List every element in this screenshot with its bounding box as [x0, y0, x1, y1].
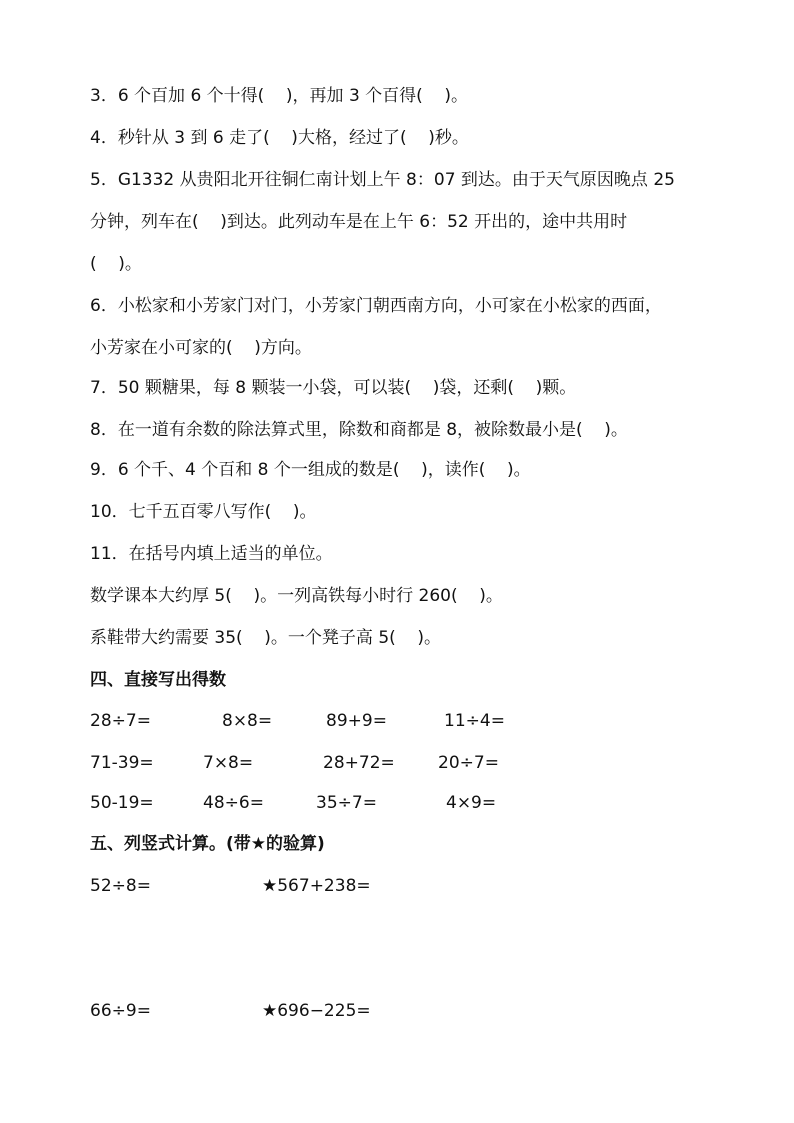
- question-5-line-1: 5．G1332 从贵阳北开往铜仁南计划上午 8：07 到达。由于天气原因晚点 25: [90, 170, 675, 190]
- question-6-line-1: 6．小松家和小芳家门对门，小芳家门朝西南方向，小可家在小松家的西面，: [90, 296, 662, 316]
- question-11-row-2: 系鞋带大约需要 35( )。一个凳子高 5( )。: [90, 628, 442, 648]
- question-11: 11．在括号内填上适当的单位。: [90, 544, 333, 564]
- question-3: 3．6 个百加 6 个十得( )，再加 3 个百得( )。: [90, 86, 469, 106]
- oral-calc-item: 8×8=: [222, 711, 273, 731]
- question-11-row-1: 数学课本大约厚 5( )。一列高铁每小时行 260( )。: [90, 586, 503, 606]
- vertical-calc-item: 52÷8=: [90, 876, 151, 896]
- question-10: 10．七千五百零八写作( )。: [90, 502, 317, 522]
- oral-calc-item: 71-39=: [90, 753, 154, 773]
- vertical-calc-item: 66÷9=: [90, 1001, 151, 1021]
- section-5-title: 五、列竖式计算。(带★的验算): [90, 834, 325, 854]
- vertical-calc-item: ★696−225=: [262, 1001, 371, 1021]
- question-5-line-3: ( )。: [90, 254, 142, 274]
- oral-calc-item: 50-19=: [90, 793, 154, 813]
- oral-calc-item: 28+72=: [323, 753, 395, 773]
- oral-calc-item: 7×8=: [203, 753, 254, 773]
- oral-calc-item: 20÷7=: [438, 753, 499, 773]
- question-6-line-2: 小芳家在小可家的( )方向。: [90, 338, 312, 358]
- question-7: 7．50 颗糖果，每 8 颗装一小袋，可以装( )袋，还剩( )颗。: [90, 378, 577, 398]
- question-5-line-2: 分钟，列车在( )到达。此列动车是在上午 6：52 开出的，途中共用时: [90, 212, 628, 232]
- section-4-title: 四、直接写出得数: [90, 670, 226, 690]
- oral-calc-item: 11÷4=: [444, 711, 505, 731]
- question-8: 8．在一道有余数的除法算式里，除数和商都是 8，被除数最小是( )。: [90, 420, 628, 440]
- oral-calc-item: 4×9=: [446, 793, 497, 813]
- oral-calc-item: 35÷7=: [316, 793, 377, 813]
- question-9: 9．6 个千、4 个百和 8 个一组成的数是( )，读作( )。: [90, 460, 531, 480]
- oral-calc-item: 89+9=: [326, 711, 387, 731]
- vertical-calc-item: ★567+238=: [262, 876, 371, 896]
- question-4: 4．秒针从 3 到 6 走了( )大格，经过了( )秒。: [90, 128, 469, 148]
- oral-calc-item: 28÷7=: [90, 711, 151, 731]
- oral-calc-item: 48÷6=: [203, 793, 264, 813]
